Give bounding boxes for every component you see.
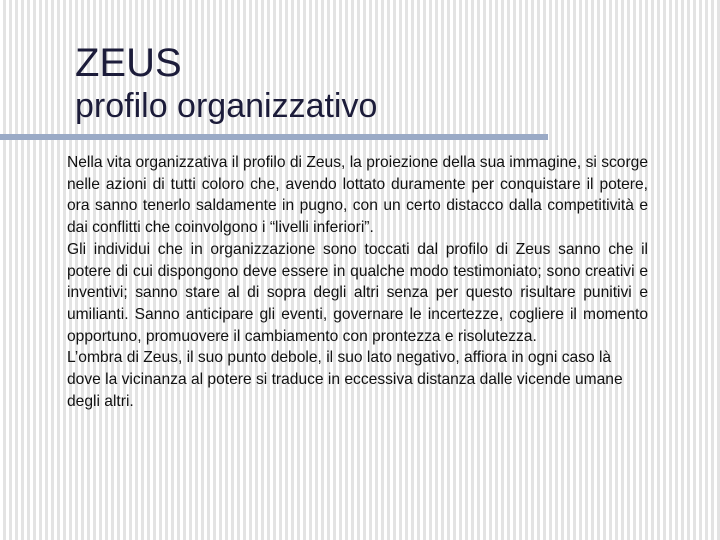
- slide-subtitle: profilo organizzativo: [75, 87, 378, 125]
- title-divider: [0, 134, 548, 140]
- slide-title: ZEUS: [75, 41, 182, 85]
- paragraph-1: Nella vita organizzativa il profilo di Zeus, la proiezione della sua immagine, si scorge nelle azioni di tutti coloro che, avendo lottato duramente per conquistare il potere, ora sanno tenerlo saldamente in pugno, con un certo distacco dalla competitività e dai conflitti che coinvolgono i “livelli inferiori”.: [67, 154, 648, 237]
- paragraph-3: L’ombra di Zeus, il suo punto debole, il suo lato negativo, affiora in ogni caso là dove la vicinanza al potere si traduce in eccessiva distanza dalle vicende umane degli altri.: [67, 349, 623, 410]
- title-block: [75, 40, 675, 126]
- body-text: [67, 152, 648, 412]
- paragraph-2: Gli individui che in organizzazione sono toccati dal profilo di Zeus sanno che il potere di cui dispongono deve essere in qualche modo testimoniato; sono creativi e inventivi; sanno stare al di sopra degli altri senza per questo risultare punitivi e umilianti. Sanno anticipare gli eventi, governare le incertezze, cogliere il momento opportuno, promuovere il cambiamento con prontezza e risolutezza.: [67, 240, 648, 345]
